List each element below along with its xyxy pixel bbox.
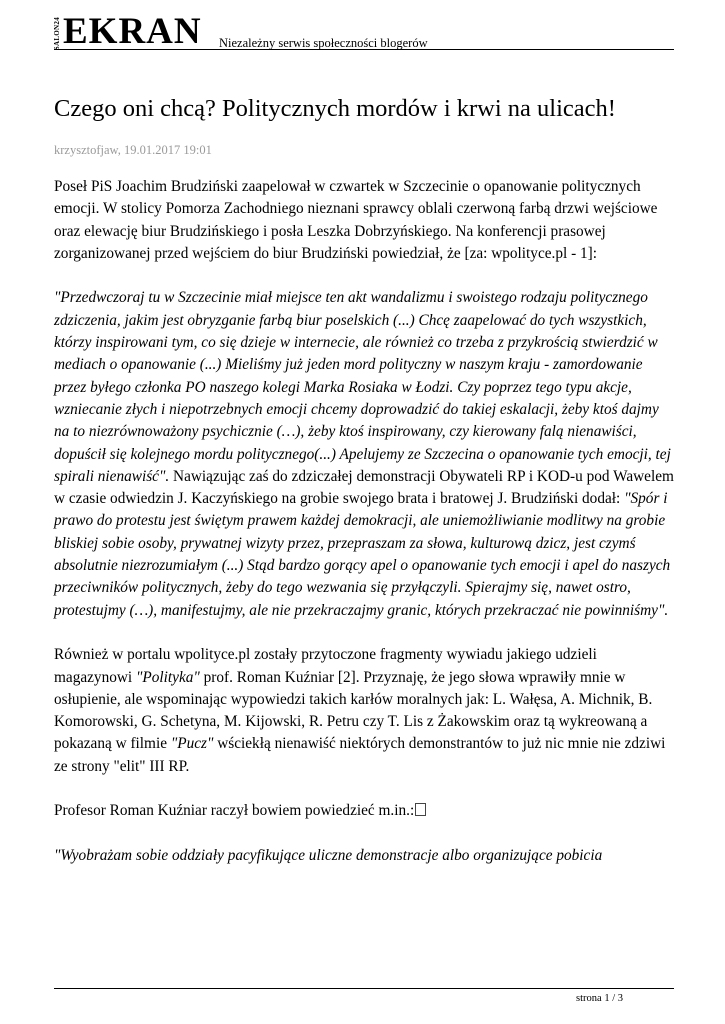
paragraph-1: Poseł PiS Joachim Brudziński zaapelował w czwartek w Szczecinie o opanowanie politycznych emocji. W stolicy Pomorza Zachodniego nieznani sprawcy oblali czerwoną farbą drzwi wejściowe oraz elewację biur Brudzińskiego i posła Leszka Dobrzyńskiego. Na konferencji prasowej zorganizowanej przed wejściem do biur Brudziński powiedział, że [za: wpolityce.pl - 1]: <box>54 178 658 262</box>
site-logo[interactable] <box>53 11 202 52</box>
paragraph-4-text: Profesor Roman Kuźniar raczył bowiem powiedzieć m.in.: <box>54 802 415 820</box>
article-meta: krzysztofjaw, 19.01.2017 19:01 <box>54 143 212 157</box>
article-title: Czego oni chcą? Politycznych mordów i krwi na ulicach! <box>54 95 616 122</box>
site-tagline: Niezależny serwis społeczności blogerów <box>219 36 428 50</box>
footer-divider <box>54 988 674 989</box>
paragraph-3-text-b: prof. Roman Kuźniar [2]. Przyznaję, że jego słowa wprawiły mnie w osłupienie, ale wspominając wypowiedzi takich karłów moralnych jak: L. Wałęsa, A. Michnik, B. Komorowski, G. Schetyna, M. Kijowski, R. Petru czy T. Lis z Żakowskim oraz tą wykreowaną a pokazaną w filmie <box>54 668 653 753</box>
paragraph-3-text-a: Również w portalu wpolityce.pl zostały przytoczone fragmenty wywiadu jakiego udzieli magazynowi <box>54 646 597 686</box>
site-header <box>54 12 674 50</box>
quote-brudzinski-2: "Spór i prawo do protestu jest świętym prawem każdej demokracji, ale uniemożliwianie modlitwy na grobie bliskiej sobie osoby, prywatnej wizyty przez, przepraszam za słowa, kulturową dzicz, jest czymś absolutnie niezrozumiałym (...) Stąd bardzo gorący apel o opanowanie tych emocji i apel do naszych przeciwników politycznych, żeby do tego wezwania się przyłączyli. Spierajmy się, nawet ostro, protestujmy (…), manifestujmy, ale nie przekraczajmy granic, których przekraczać nie powinniśmy". <box>54 490 671 619</box>
header-divider <box>54 49 674 50</box>
paragraph-5: "Wyobrażam sobie oddziały pacyfikujące uliczne demonstracje albo organizujące pobicia <box>54 846 603 864</box>
paragraph-2-text: Nawiązując zaś do zdziczałej demonstracji Obywateli RP i KOD-u pod Wawelem w czasie odwiedzin J. Kaczyńskiego na grobie swojego brata i bratowej J. Brudziński dodał: <box>54 467 674 508</box>
title-pucz: "Pucz" <box>170 735 214 753</box>
missing-glyph-icon <box>415 803 426 816</box>
page-number: strona 1 / 3 <box>576 993 623 1004</box>
article-body <box>54 176 674 867</box>
paragraph-3 <box>54 644 674 778</box>
logo-main-text: EKRAN <box>63 11 202 52</box>
paragraph-3-text-c: wściekłą nienawiść niektórych demonstrantów to już nic mnie nie zdziwi ze strony "elit" III RP. <box>54 735 666 775</box>
paragraph-2 <box>54 287 674 621</box>
title-polityka: "Polityka" <box>135 668 200 686</box>
quote-brudzinski-1: "Przedwczoraj tu w Szczecinie miał miejsce ten akt wandalizmu i swoistego rodzaju politycznego zdziczenia, jakim jest obryzganie farbą biur poselskich (...) Chcę zaapelować do tych wszystkich, którzy inspirowani tym, co się dzieje w internecie, ale również co trzeba z przykrością stwierdzić w mediach o opanowanie (...) Mieliśmy już jeden mord polityczny w naszym kraju - zamordowanie przez byłego członka PO naszego kolegi Marka Rosiaka w Łodzi. Czy poprzez tego typu akcje, wzniecanie złych i niepotrzebnych emocji chcemy doprowadzić do takiej eskalacji, żeby ktoś dajmy na to niezrównoważony psychicznie (…), żeby ktoś inspirowany, czy kierowany falą nienawiści, dopuścił się kolejnego mordu politycznego(...) Apelujemy ze Szczecina o opanowanie tych emocji, tej spirali nienawiść". <box>54 289 671 485</box>
paragraph-4 <box>54 800 674 822</box>
logo-small-text: SALON24 <box>53 16 61 50</box>
